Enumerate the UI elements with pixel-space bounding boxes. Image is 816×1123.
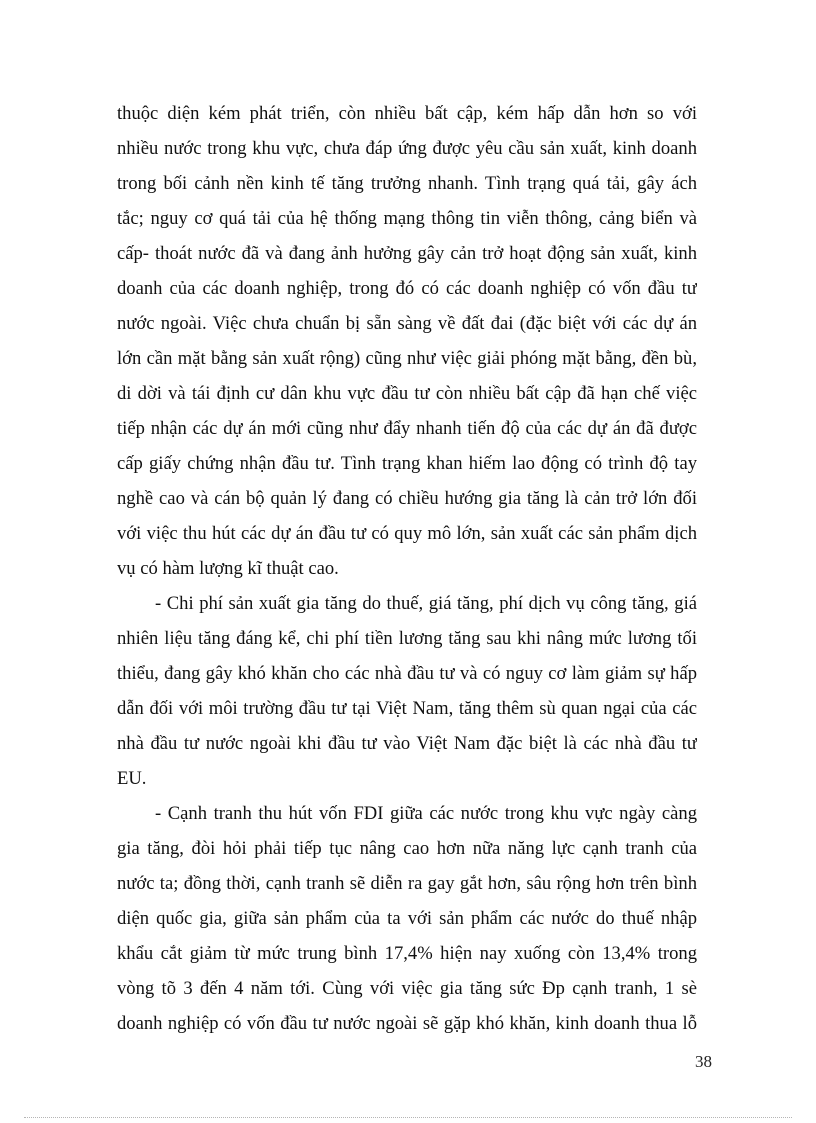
text-line: nhiên liệu tăng đáng kể, chi phí tiền lương tăng sau khi nâng mức lương tối xyxy=(117,628,697,649)
text-line: nghề cao và cán bộ quản lý đang có chiều hướng gia tăng là cản trở lớn đối xyxy=(117,488,697,509)
text-line: dẫn đối với môi trường đầu tư tại Việt Nam, tăng thêm sù quan ngại của các xyxy=(117,698,697,719)
text-line: khẩu cắt giảm từ mức trung bình 17,4% hiện nay xuống còn 13,4% trong xyxy=(117,943,697,964)
text-line: di dời và tái định cư dân khu vực đầu tư còn nhiều bất cập đã hạn chế việc xyxy=(117,383,697,404)
text-line: trong bối cảnh nền kinh tế tăng trưởng nhanh. Tình trạng quá tải, gây ách xyxy=(117,173,697,194)
text-line: tắc; nguy cơ quá tải của hệ thống mạng thông tin viễn thông, cảng biển và xyxy=(117,208,697,229)
text-line: - Cạnh tranh thu hút vốn FDI giữa các nước trong khu vực ngày càng xyxy=(155,803,697,824)
page-number: 38 xyxy=(695,1052,712,1071)
text-line: diện quốc gia, giữa sản phẩm của ta với sản phẩm các nước do thuế nhập xyxy=(117,908,697,929)
text-line: nước ngoài. Việc chưa chuẩn bị sẵn sàng về đất đai (đặc biệt với các dự án xyxy=(117,313,697,334)
text-line: lớn cần mặt bằng sản xuất rộng) cũng như việc giải phóng mặt bằng, đền bù, xyxy=(117,348,697,369)
text-line: thiểu, đang gây khó khăn cho các nhà đầu tư và có nguy cơ làm giảm sự hấp xyxy=(117,663,697,684)
text-line: cấp- thoát nước đã và đang ảnh hưởng gây cản trở hoạt động sản xuất, kinh xyxy=(117,243,697,264)
text-line: doanh nghiệp có vốn đầu tư nước ngoài sẽ gặp khó khăn, kinh doanh thua lỗ xyxy=(117,1013,697,1034)
text-line: doanh của các doanh nghiệp, trong đó có các doanh nghiệp có vốn đầu tư xyxy=(117,278,697,299)
text-line: - Chi phí sản xuất gia tăng do thuế, giá tăng, phí dịch vụ công tăng, giá xyxy=(155,593,697,614)
text-line: vòng tõ 3 đến 4 năm tới. Cùng với việc gia tăng sức Ðp cạnh tranh, 1 sè xyxy=(117,978,697,999)
text-line: thuộc diện kém phát triển, còn nhiều bất cập, kém hấp dẫn hơn so với xyxy=(117,103,697,124)
text-line: tiếp nhận các dự án mới cũng như đẩy nhanh tiến độ của các dự án đã được xyxy=(117,418,697,439)
text-line: nhà đầu tư nước ngoài khi đầu tư vào Việt Nam đặc biệt là các nhà đầu tư xyxy=(117,733,697,754)
text-line: nhiều nước trong khu vực, chưa đáp ứng được yêu cầu sản xuất, kinh doanh xyxy=(117,138,697,159)
text-line: vụ có hàm lượng kĩ thuật cao. xyxy=(117,558,339,579)
text-line: gia tăng, đòi hỏi phải tiếp tục nâng cao hơn nữa năng lực cạnh tranh của xyxy=(117,838,697,859)
text-line: nước ta; đồng thời, cạnh tranh sẽ diễn ra gay gắt hơn, sâu rộng hơn trên bình xyxy=(117,873,697,894)
text-line: cấp giấy chứng nhận đầu tư. Tình trạng khan hiếm lao động có trình độ tay xyxy=(117,453,697,474)
text-line: EU. xyxy=(117,768,147,789)
page-bottom-divider xyxy=(24,1117,792,1118)
text-line: với việc thu hút các dự án đầu tư có quy mô lớn, sản xuất các sản phẩm dịch xyxy=(117,523,697,544)
